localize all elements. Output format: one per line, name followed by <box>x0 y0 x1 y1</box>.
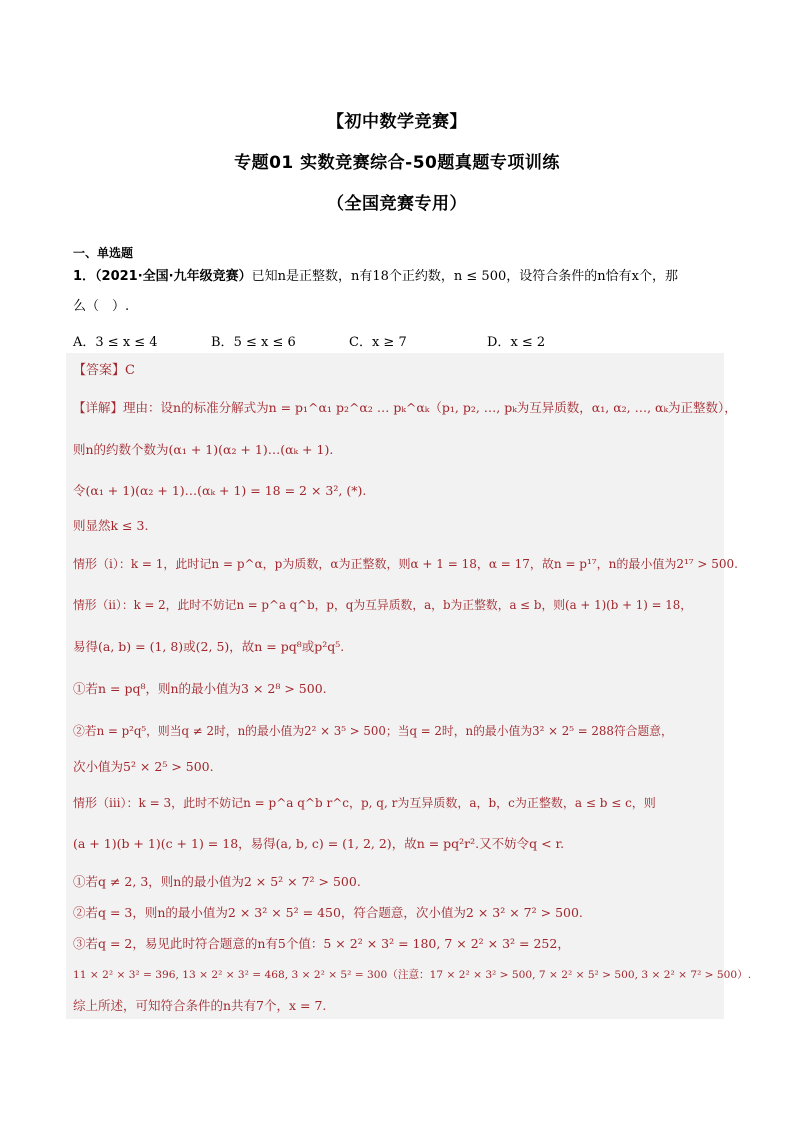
detail-line-11: (a + 1)(b + 1)(c + 1) = 18，易得(a, b, c) = (1, 2, 2)，故n = pq²r².又不妨令q < r. <box>73 836 565 851</box>
detail-line-8: ②若n = p²q⁵，则当q ≠ 2时，n的最小值为2² × 3⁵ > 500；当q = 2时，n的最小值为3² × 2⁵ = 288符合题意， <box>73 724 673 738</box>
detail-line-13: ②若q = 3，则n的最小值为2 × 3² × 5² = 450，符合题意，次小值为2 × 3² × 7² > 500. <box>73 905 583 920</box>
question-stem <box>73 268 678 286</box>
detail-line-0: 【详解】理由：设n的标准分解式为n = p₁^α₁ p₂^α₂ … pₖ^αₖ（p₁, p₂, …, pₖ为互异质数，α₁, α₂, …, αₖ为正整数）， <box>73 400 737 415</box>
section-label: 一、单选题 <box>73 246 134 260</box>
option-c: C．x ≥ 7 <box>349 335 407 350</box>
answer-line: 【答案】C <box>73 363 135 378</box>
detail-line-2: 令(α₁ + 1)(α₂ + 1)…(αₖ + 1) = 18 = 2 × 3², (*). <box>73 483 367 498</box>
detail-line-14: ③若q = 2，易见此时符合题意的n有5个值：5 × 2² × 3² = 180, 7 × 2² × 3² = 252， <box>73 936 570 951</box>
detail-line-10: 情形（ⅲ）：k = 3，此时不妨记n = p^a q^b r^c，p, q, r为互异质数，a，b，c为正整数，a ≤ b ≤ c，则 <box>73 796 656 810</box>
question-text: 已知n是正整数，n有18个正约数，n ≤ 500，设符合条件的n恰有x个，那 <box>251 269 678 284</box>
detail-line-15: 11 × 2² × 3² = 396, 13 × 2² × 3² = 468, 3 × 2² × 5² = 300（注意：17 × 2² × 3² > 500, 7 × 2² × 5² > 500, 3 × 2² × 7² > 500）. <box>73 969 752 981</box>
detail-line-4: 情形（ⅰ）：k = 1，此时记n = p^α，p为质数，α为正整数，则α + 1 = 18，α = 17，故n = p¹⁷，n的最小值为2¹⁷ > 500. <box>73 557 739 571</box>
option-b: B．5 ≤ x ≤ 6 <box>211 335 296 350</box>
detail-line-12: ①若q ≠ 2, 3，则n的最小值为2 × 5² × 7² > 500. <box>73 874 361 889</box>
option-a: A．3 ≤ x ≤ 4 <box>73 335 158 350</box>
detail-line-16: 综上所述，可知符合条件的n共有7个，x = 7. <box>73 998 327 1013</box>
detail-line-6: 易得(a, b) = (1, 8)或(2, 5)，故n = pq⁸或p²q⁵. <box>73 639 345 654</box>
option-d: D．x ≤ 2 <box>487 335 546 350</box>
question-number: 1． <box>73 269 96 284</box>
detail-line-1: 则n的约数个数为(α₁ + 1)(α₂ + 1)…(αₖ + 1). <box>73 442 334 457</box>
detail-line-9: 次小值为5² × 2⁵ > 500. <box>73 759 214 774</box>
question-source: （2021·全国·九年级竞赛） <box>95 269 252 284</box>
detail-line-3: 则显然k ≤ 3. <box>73 518 149 533</box>
detail-line-5: 情形（ⅱ）：k = 2，此时不妨记n = p^a q^b，p，q为互异质数，a，b为正整数，a ≤ b，则(a + 1)(b + 1) = 18， <box>73 598 693 612</box>
question-stem-cont: 么（ ）. <box>73 299 130 314</box>
page-title: 【初中数学竞赛】 <box>327 112 467 132</box>
sub-title: （全国竞赛专用） <box>327 194 467 214</box>
topic-title: 专题01 实数竞赛综合-50题真题专项训练 <box>234 153 560 173</box>
detail-line-7: ①若n = pq⁸，则n的最小值为3 × 2⁸ > 500. <box>73 681 327 696</box>
